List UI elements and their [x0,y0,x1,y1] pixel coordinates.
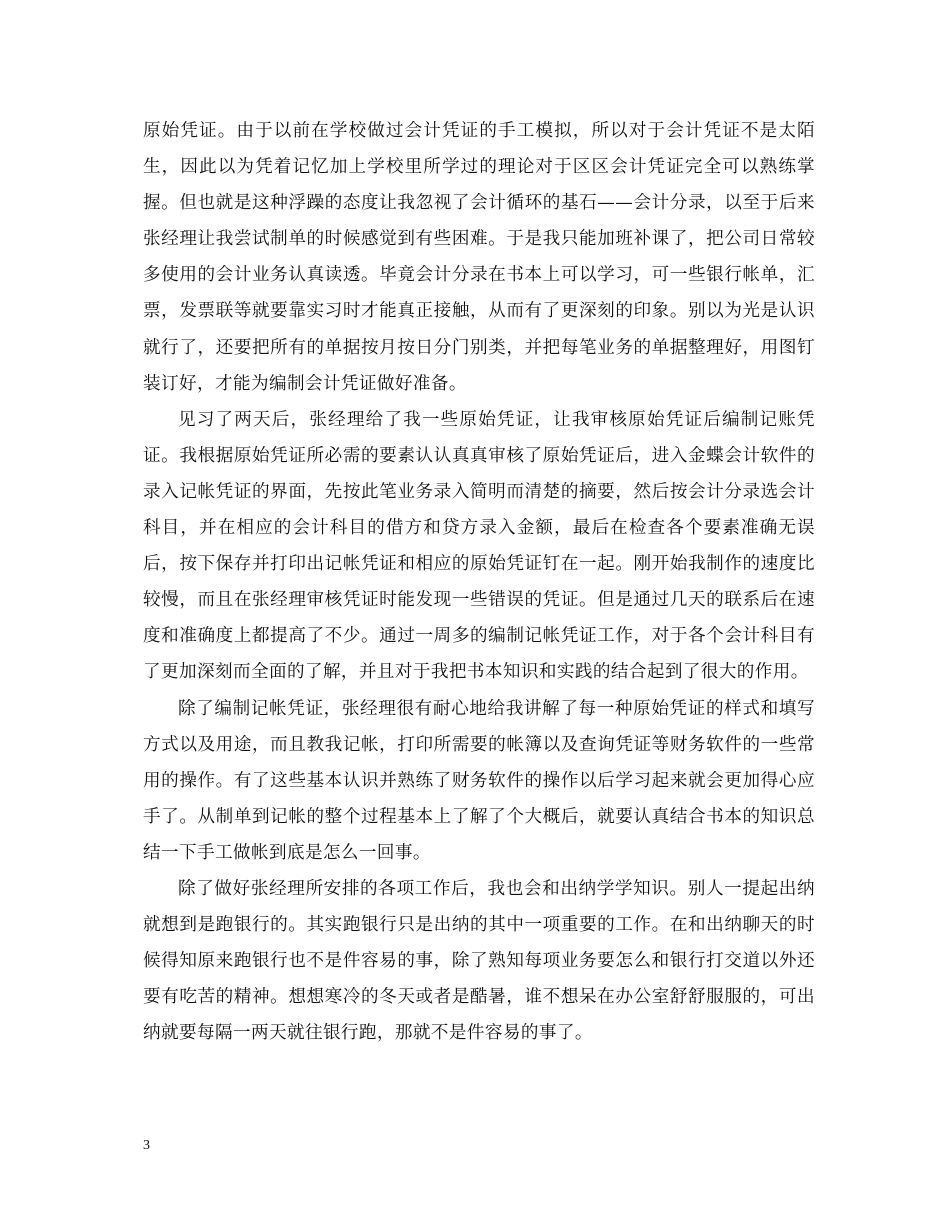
paragraph-4: 除了做好张经理所安排的各项工作后，我也会和出纳学学知识。别人一提起出纳就想到是跑银行的。其实跑银行只是出纳的其中一项重要的工作。在和出纳聊天的时候得知原来跑银行也不是件容易的事，除了熟知每项业务要怎么和银行打交道以外还要有吃苦的精神。想想寒冷的冬天或者是酷暑，谁不想呆在办公室舒舒服服的，可出纳就要每隔一两天就往银行跑，那就不是件容易的事了。 [143,878,815,1044]
body-text [143,113,815,1051]
paragraph-1: 原始凭证。由于以前在学校做过会计凭证的手工模拟，所以对于会计凭证不是太陌生，因此以为凭着记忆加上学校里所学过的理论对于区区会计凭证完全可以熟练掌握。但也就是这种浮躁的态度让我忽视了会计循环的基石——会计分录，以至于后来张经理让我尝试制单的时候感觉到有些困难。于是我只能加班补课了，把公司日常较多使用的会计业务认真读透。毕竟会计分录在书本上可以学习，可一些银行帐单，汇票，发票联等就要靠实习时才能真正接触，从而有了更深刻的印象。别以为光是认识就行了，还要把所有的单据按月按日分门别类，并把每笔业务的单据整理好，用图钉装订好，才能为编制会计凭证做好准备。 [143,121,815,394]
page-number: 3 [143,1138,150,1153]
paragraph-2: 见习了两天后，张经理给了我一些原始凭证，让我审核原始凭证后编制记账凭证。我根据原始凭证所必需的要素认认真真审核了原始凭证后，进入金蝶会计软件的录入记帐凭证的界面，先按此笔业务录入简明而清楚的摘要，然后按会计分录选会计科目，并在相应的会计科目的借方和贷方录入金额，最后在检查各个要素准确无误后，按下保存并打印出记帐凭证和相应的原始凭证钉在一起。刚开始我制作的速度比较慢，而且在张经理审核凭证时能发现一些错误的凭证。但是通过几天的联系后在速度和准确度上都提高了不少。通过一周多的编制记帐凭证工作，对于各个会计科目有了更加深刻而全面的了解，并且对于我把书本知识和实践的结合起到了很大的作用。 [143,409,815,683]
paragraph-3: 除了编制记帐凭证，张经理很有耐心地给我讲解了每一种原始凭证的样式和填写方式以及用途，而且教我记帐，打印所需要的帐簿以及查询凭证等财务软件的一些常用的操作。有了这些基本认识并熟练了财务软件的操作以后学习起来就会更加得心应手了。从制单到记帐的整个过程基本上了解了个大概后，就要认真结合书本的知识总结一下手工做帐到底是怎么一回事。 [143,698,815,863]
